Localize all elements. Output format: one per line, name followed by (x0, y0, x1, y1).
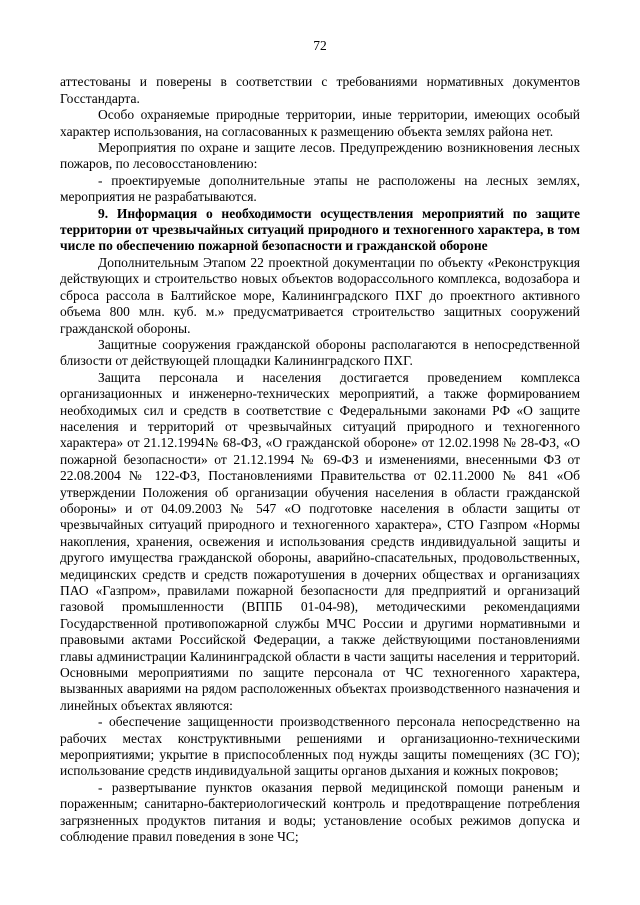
list-item-workplace-protection: - обеспечение защищенности производственного персонала непосредственно на рабочих местах конструктивными решениями и организационно-техническими мероприятиями; укрытие в приспособленных под нужды защиты помещениях (ЗС ГО); использование средств индивидуальной защиты органов дыхания и кожных покровов; (60, 714, 580, 779)
paragraph-forest-protection: Мероприятия по охране и защите лесов. Предупреждению возникновения лесных пожаров, по лесовосстановлению: (60, 140, 580, 172)
page-number: 72 (313, 38, 327, 53)
section-heading-9: 9. Информация о необходимости осуществления мероприятий по защите территории от чрезвычайных ситуаций природного и техногенного характера, в том числе по обеспечению пожарной безопасности и гражданской обороне (60, 205, 580, 254)
list-item-forest-stages: - проектируемые дополнительные этапы не расположены на лесных землях, мероприятия не разрабатываются. (60, 172, 580, 205)
paragraph-civil-defense-structures: Дополнительным Этапом 22 проектной документации по объекту «Реконструкция действующих и строительство новых объектов водорассольного комплекса, водозабора и сброса рассола в Балтийское море, Калининградского ПХГ до проектного активного объема 800 млн. куб. м.» предусматривается строительство защитных сооружений гражданской обороны. (60, 254, 580, 336)
document-page (60, 38, 580, 846)
paragraph-protected-territories: Особо охраняемые природные территории, иные территории, имеющих особый характер использования, на согласованных к размещению объекта землях района нет. (60, 107, 580, 139)
paragraph-personnel-protection: Защита персонала и населения достигается проведением комплекса организационных и инженерно-технических мероприятий, а также формированием необходимых сил и средств в соответствие с Федеральными законами РФ «О защите населения и территорий от чрезвычайных ситуаций природного и техногенного характера» от 21.12.1994№ 68-ФЗ, «О гражданской обороне» от 12.02.1998 № 28-ФЗ, «О пожарной безопасности» от 21.12.1994 № 69-ФЗ и изменениями, внесенными ФЗ от 22.08.2004 № 122-ФЗ, Постановлениями Правительства от 02.11.2000 № 841 «Об утверждении Положения об организации обучения населения в области гражданской обороны» и от 04.09.2003 № 547 «О подготовке населения в области защиты от чрезвычайных ситуаций природного и техногенного характера», СТО Газпром «Нормы накопления, хранения, освежения и использования средств индивидуальной защиты и другого имущества гражданской обороны, аварийно-спасательных, продовольственных, медицинских средств и средств пожаротушения в дочерних обществах и организациях ПАО «Газпром», правилами пожарной безопасности для предприятий и организаций газовой промышленности (ВППБ 01-04-98), методическими рекомендациями Государственной противопожарной службы МЧС России и другими нормативными и правовыми актами Российской Федерации, а также действующими постановлениями главы администрации Калининградской области в части защиты населения и территорий. Основными мероприятиями по защите персонала от ЧС техногенного характера, вызванных авариями на рядом расположенных объектах производственного назначения и линейных объектах являются: (60, 369, 580, 713)
paragraph-certification: аттестованы и поверены в соответствии с требованиями нормативных документов Госстандарта. (60, 74, 580, 106)
paragraph-shelter-location: Защитные сооружения гражданской обороны располагаются в непосредственной близости от действующей площадки Калининградского ПХГ. (60, 336, 580, 369)
list-item-medical-aid: - развертывание пунктов оказания первой медицинской помощи раненым и пораженным; санитарно-бактериологический контроль и предотвращение потребления загрязненных продуктов питания и воды; установление особых режимов допуска и соблюдение правил поведения в зоне ЧС; (60, 779, 580, 845)
